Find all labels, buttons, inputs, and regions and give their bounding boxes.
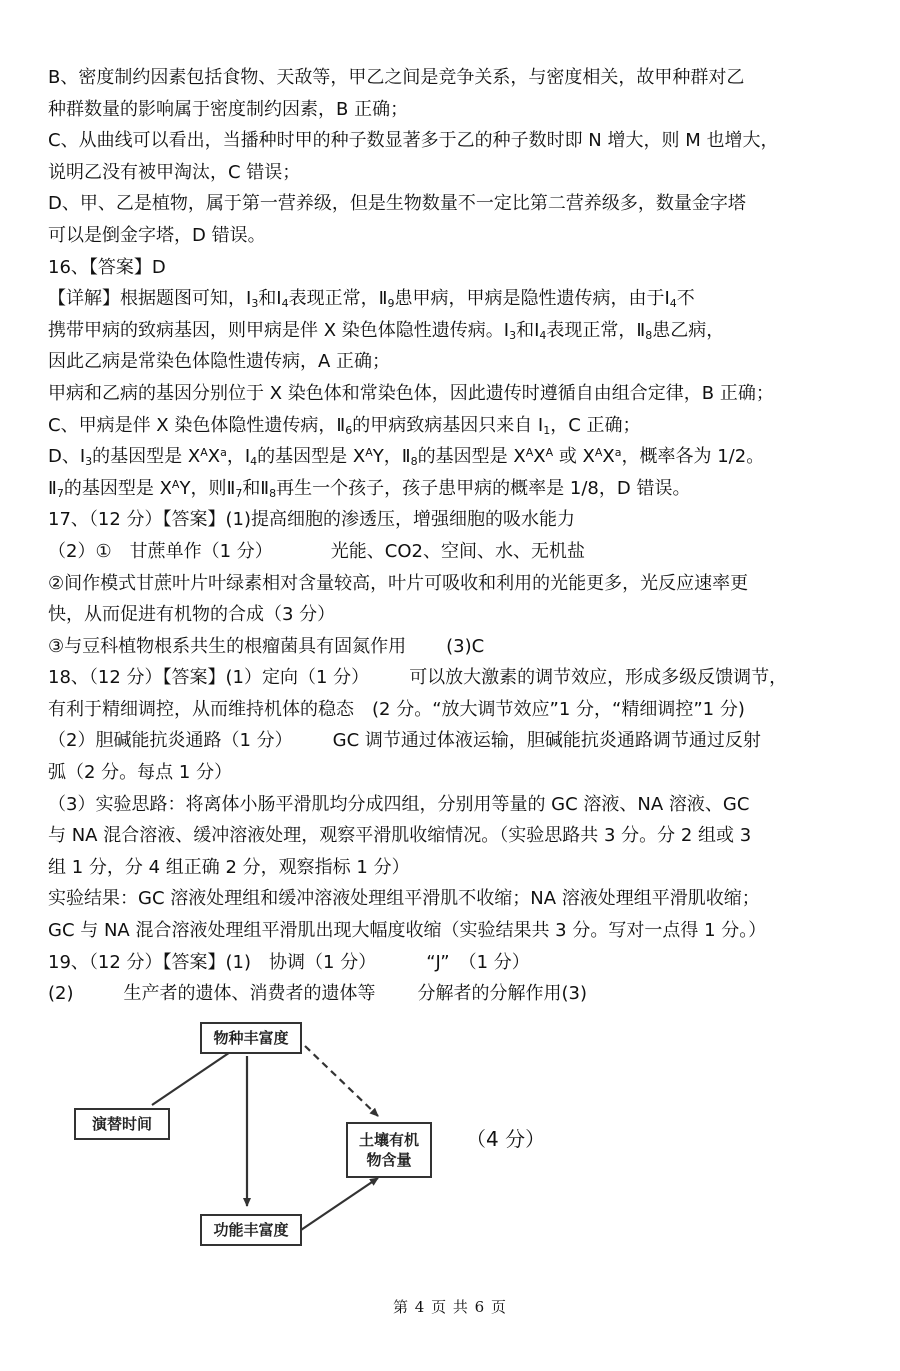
diagram-score: （4 分）: [466, 1127, 546, 1151]
subscript: 4: [250, 455, 258, 469]
text-line: 因此乙病是常染色体隐性遗传病，A 正确；: [48, 351, 391, 373]
text-line: ②间作模式甘蔗叶片叶绿素相对含量较高，叶片可吸收和利用的光能更多，光反应速率更: [48, 572, 749, 594]
text-run: Y，Ⅱ: [372, 446, 411, 468]
question-19-heading: [48, 947, 878, 979]
text-run: ③与豆科植物根系共生的根瘤菌具有固氮作用: [48, 635, 407, 657]
text-line: [48, 410, 878, 442]
subscript: 3: [509, 328, 517, 342]
box-soil-line-1: 土壤有机: [358, 1131, 419, 1149]
text-line: 与 NA 混合溶液、缓冲溶液处理，观察平滑肌收缩情况。（实验思路共 3 分。分 2 组或 3: [48, 825, 752, 847]
text-run: ，概率各为 1/2。: [621, 446, 765, 468]
text-line: [48, 631, 878, 663]
subscript: 7: [235, 486, 243, 500]
text-run: 生产者的遗体、消费者的遗体等: [123, 983, 376, 1005]
text-run: GC 调节通过体液运输，胆碱能抗炎通路调节通过反射: [332, 730, 761, 752]
text-line: B、密度制约因素包括食物、天敌等，甲乙之间是竞争关系，与密度相关，故甲种群对乙: [48, 67, 745, 88]
arrow-function-to-soil: [298, 1178, 378, 1232]
text-run: X: [207, 446, 221, 468]
text-run: “J” （1 分）: [426, 951, 530, 973]
text-run: 和Ⅰ: [258, 288, 282, 310]
text-line: 快，从而促进有机物的合成（3 分）: [48, 604, 336, 626]
text-run: 和Ⅱ: [242, 477, 270, 499]
text-run: ，C 正确；: [550, 414, 641, 436]
text-run: 表现正常，Ⅱ: [546, 319, 646, 341]
text-line: （3）实验思路：将离体小肠平滑肌均分成四组，分别用等量的 GC 溶液、NA 溶液、GC: [48, 793, 750, 815]
text-run: C、甲病是伴 X 染色体隐性遗传病，Ⅱ: [48, 414, 346, 436]
text-run: 表现正常，Ⅱ: [288, 288, 388, 310]
subscript: 1: [543, 423, 551, 437]
text-line: 说明乙没有被甲淘汰，C 错误；: [48, 161, 301, 183]
text-line: [48, 315, 878, 347]
question-16-heading: 16、【答案】D: [48, 256, 166, 278]
text-run: 19、（12 分）【答案】(1) 协调（1 分）: [48, 951, 377, 973]
superscript: a: [614, 446, 622, 460]
text-line: [48, 473, 878, 505]
superscript: A: [200, 446, 208, 460]
text-run: Ⅱ: [48, 477, 57, 499]
box-soil-organic-matter: [346, 1122, 432, 1178]
text-run: Y，则Ⅱ: [179, 477, 236, 499]
text-line: 弧（2 分。每点 1 分）: [48, 762, 233, 784]
text-run: 的基因型是 X: [257, 446, 366, 468]
text-run: (2): [48, 983, 74, 1005]
box-succession-time: 演替时间: [74, 1108, 170, 1140]
superscript: A: [525, 446, 534, 460]
subscript: 9: [387, 297, 395, 311]
arrow-species-to-soil: [305, 1046, 378, 1116]
question-17-heading: 17、（12 分）【答案】(1)提高细胞的渗透压，增强细胞的吸水能力: [48, 509, 576, 531]
text-run: 和Ⅰ: [516, 319, 540, 341]
superscript: A: [594, 446, 603, 460]
text-run: 的基因型是 X: [92, 446, 201, 468]
text-line: D、甲、乙是植物，属于第一营养级，但是生物数量不一定比第二营养级多，数量金字塔: [48, 193, 746, 215]
text-line: [48, 283, 878, 315]
text-run: （2）① 甘蔗单作（1 分）: [48, 540, 273, 562]
text-run: D、Ⅰ: [48, 446, 86, 468]
text-run: ，Ⅰ: [226, 446, 251, 468]
text-line: C、从曲线可以看出，当播种时甲的种子数显著多于乙的种子数时即 N 增大，则 M 也增大，: [48, 130, 779, 152]
succession-diagram: [60, 1010, 700, 1260]
subscript: 6: [345, 423, 353, 437]
text-line: 种群数量的影响属于密度制约因素，B 正确；: [48, 98, 409, 120]
superscript: A: [365, 446, 373, 460]
text-line: [48, 978, 878, 1010]
superscript: A: [545, 446, 554, 460]
superscript: A: [171, 477, 180, 491]
answer-text: [48, 62, 878, 1010]
subscript: 4: [669, 297, 677, 311]
text-run: 的基因型是 X: [63, 477, 172, 499]
text-run: 【详解】根据题图可知，Ⅰ: [48, 288, 252, 310]
text-run: 分解者的分解作用(3): [417, 983, 587, 1005]
text-run: 的甲病致病基因只来自 I: [352, 414, 544, 436]
subscript: 8: [410, 455, 418, 469]
text-run: 或 X: [553, 446, 595, 468]
subscript: 8: [645, 328, 653, 342]
text-line: 可以是倒金字塔，D 错误。: [48, 224, 266, 246]
box-species-richness: 物种丰富度: [200, 1022, 302, 1054]
box-function-richness: 功能丰富度: [200, 1214, 302, 1246]
text-run: 18、（12 分）【答案】(1）定向（1 分）: [48, 667, 370, 689]
superscript: a: [220, 446, 227, 460]
text-line: 组 1 分，分 4 组正确 2 分，观察指标 1 分）: [48, 856, 410, 878]
question-18-heading: [48, 662, 878, 694]
subscript: 7: [56, 486, 64, 500]
text-line: 实验结果：GC 溶液处理组和缓冲溶液处理组平滑肌不收缩；NA 溶液处理组平滑肌收缩；: [48, 888, 760, 910]
text-run: （2）胆碱能抗炎通路（1 分）: [48, 730, 293, 752]
text-run: 的基因型是 X: [417, 446, 526, 468]
text-run: X: [602, 446, 615, 468]
text-run: 携带甲病的致病基因，则甲病是伴 X 染色体隐性遗传病。Ⅰ: [48, 319, 510, 341]
text-run: (3)C: [446, 635, 485, 657]
subscript: 4: [539, 328, 547, 342]
text-line: [48, 536, 878, 568]
box-soil-line-2: 物含量: [366, 1151, 412, 1169]
text-run: 可以放大激素的调节效应，形成多级反馈调节，: [409, 667, 788, 689]
subscript: 4: [281, 297, 289, 311]
text-line: [48, 441, 878, 473]
text-line: 有利于精细调控，从而维持机体的稳态 (2 分。“放大调节效应”1 分，“精细调控”1 分): [48, 698, 745, 720]
text-line: GC 与 NA 混合溶液处理组平滑肌出现大幅度收缩（实验结果共 3 分。写对一点得 1 分。）: [48, 920, 767, 942]
text-line: [48, 725, 878, 757]
text-run: X: [533, 446, 546, 468]
text-run: 光能、CO2、空间、水、无机盐: [330, 540, 585, 562]
subscript: 3: [251, 297, 259, 311]
text-line: 甲病和乙病的基因分别位于 X 染色体和常染色体，因此遗传时遵循自由组合定律，B 正确；: [48, 382, 774, 404]
text-run: 患甲病，甲病是隐性遗传病，由于Ⅰ: [394, 288, 670, 310]
page-number: 第 4 页 共 6 页: [393, 1298, 507, 1316]
text-run: 患乙病，: [652, 319, 725, 341]
text-run: 不: [676, 288, 695, 310]
text-run: 再生一个孩子，孩子患甲病的概率是 1/8，D 错误。: [276, 477, 691, 499]
subscript: 3: [85, 455, 93, 469]
subscript: 8: [269, 486, 277, 500]
